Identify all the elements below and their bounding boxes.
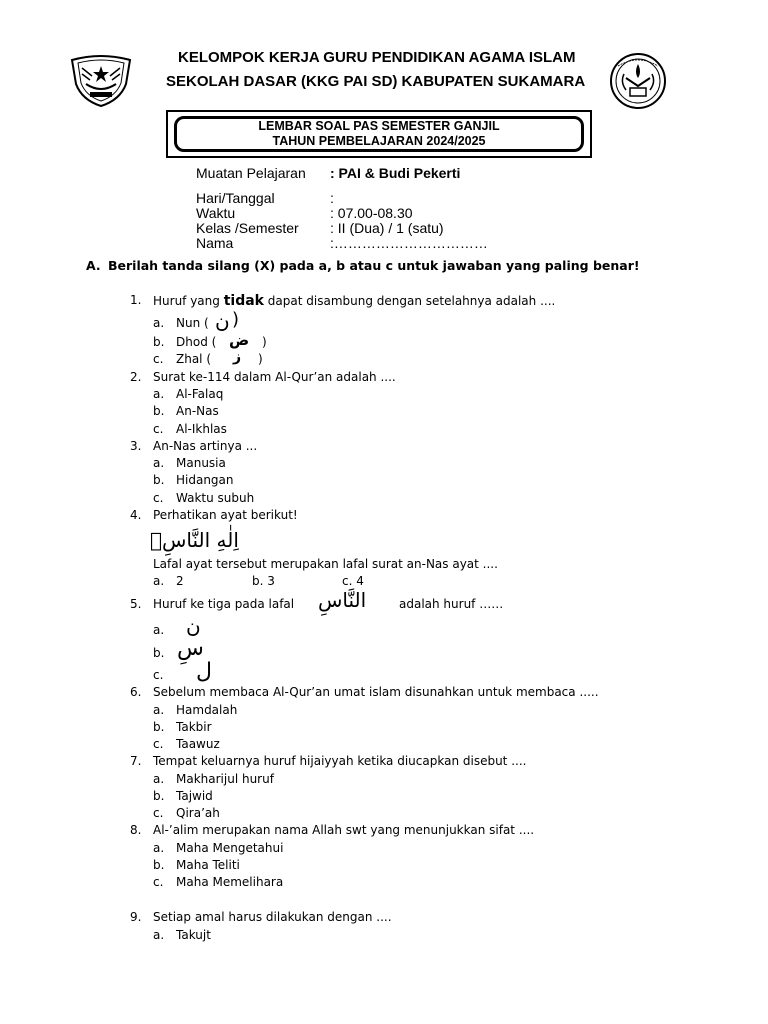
class-label: Kelas /Semester bbox=[196, 220, 299, 236]
question-5-text-post: adalah huruf …… bbox=[399, 597, 504, 611]
banner-line-1: LEMBAR SOAL PAS SEMESTER GANJIL bbox=[258, 119, 500, 133]
q1-letter-b: b. bbox=[153, 335, 165, 349]
q7-letter-c: c. bbox=[153, 806, 164, 820]
q5-option-c-arabic: ل bbox=[196, 659, 212, 684]
q6-letter-b: b. bbox=[153, 720, 165, 734]
question-5-lafal: النَّاسِ bbox=[318, 588, 367, 612]
time-label: Waktu bbox=[196, 205, 236, 221]
q9-letter-a: a. bbox=[153, 928, 165, 942]
pancasila-emblem-logo bbox=[68, 54, 134, 108]
q8-option-b: Maha Teliti bbox=[176, 858, 240, 872]
question-3-number: 3. bbox=[130, 439, 142, 453]
class-value: : II (Dua) / 1 (satu) bbox=[330, 220, 444, 236]
q3-option-a: Manusia bbox=[176, 456, 226, 470]
question-7-number: 7. bbox=[130, 754, 142, 768]
question-9-text: Setiap amal harus dilakukan dengan .... bbox=[153, 910, 392, 924]
question-1-emphasis: tidak bbox=[223, 293, 264, 309]
question-3-text: An-Nas artinya ... bbox=[153, 439, 258, 453]
question-1-text-post: dapat disambung dengan setelahnya adalah .... bbox=[263, 294, 556, 308]
q4-option-a: 2 bbox=[176, 574, 184, 588]
q1-option-b: Dhod ( bbox=[176, 335, 217, 349]
q3-letter-a: a. bbox=[153, 456, 165, 470]
q5-letter-c: c. bbox=[153, 668, 164, 682]
question-5-text-pre: Huruf ke tiga pada lafal bbox=[153, 597, 295, 611]
q7-option-b: Tajwid bbox=[176, 789, 213, 803]
tut-wuri-handayani-emblem-logo bbox=[606, 52, 670, 110]
q2-option-a: Al-Falaq bbox=[176, 387, 224, 401]
q1-letter-a: a. bbox=[153, 316, 165, 330]
q2-letter-b: b. bbox=[153, 404, 165, 418]
q1-option-c-close: ) bbox=[258, 352, 263, 366]
day-value: : bbox=[330, 190, 334, 206]
q5-letter-b: b. bbox=[153, 646, 165, 660]
q9-option-a: Takujt bbox=[176, 928, 211, 942]
q3-option-c: Waktu subuh bbox=[176, 491, 255, 505]
q6-option-a: Hamdalah bbox=[176, 703, 238, 717]
q1-option-c-arabic: ز bbox=[233, 349, 242, 365]
q1-option-a: Nun ( bbox=[176, 316, 209, 330]
q8-letter-a: a. bbox=[153, 841, 165, 855]
q4-letter-a: a. bbox=[153, 574, 165, 588]
q2-letter-c: c. bbox=[153, 422, 164, 436]
q6-letter-a: a. bbox=[153, 703, 165, 717]
q5-option-a-arabic: ن bbox=[186, 614, 201, 638]
question-6-text: Sebelum membaca Al-Qur’an umat islam disunahkan untuk membaca ..... bbox=[153, 685, 599, 699]
name-value: :…………………………… bbox=[330, 235, 488, 251]
name-label: Nama bbox=[196, 235, 234, 251]
question-7-text: Tempat keluarnya huruf hijaiyyah ketika diucapkan disebut .... bbox=[153, 754, 527, 768]
question-1-text-pre: Huruf yang bbox=[153, 294, 224, 308]
q1-option-c: Zhal ( bbox=[176, 352, 212, 366]
q4-option-c: c. 4 bbox=[342, 574, 364, 588]
question-4-ayat: اِلٰهِ النَّاسِۙ bbox=[150, 528, 239, 552]
header-line-2: SEKOLAH DASAR (KKG PAI SD) KABUPATEN SUKAMARA bbox=[166, 73, 586, 90]
q2-option-c: Al-Ikhlas bbox=[176, 422, 227, 436]
q7-letter-a: a. bbox=[153, 772, 165, 786]
q7-letter-b: b. bbox=[153, 789, 165, 803]
question-5-number: 5. bbox=[130, 597, 142, 611]
q2-letter-a: a. bbox=[153, 387, 165, 401]
question-4-text-2: Lafal ayat tersebut merupakan lafal surat an-Nas ayat .... bbox=[153, 557, 498, 571]
day-label: Hari/Tanggal bbox=[196, 190, 275, 206]
banner-line-2: TAHUN PEMBELAJARAN 2024/2025 bbox=[272, 134, 486, 148]
q3-letter-b: b. bbox=[153, 473, 165, 487]
q8-letter-c: c. bbox=[153, 875, 164, 889]
q3-letter-c: c. bbox=[153, 491, 164, 505]
q1-option-b-arabic: ض bbox=[229, 331, 250, 349]
section-letter: A. bbox=[86, 258, 101, 273]
q2-option-b: An-Nas bbox=[176, 404, 219, 418]
q3-option-b: Hidangan bbox=[176, 473, 234, 487]
q1-option-a-arabic: ن bbox=[215, 309, 230, 333]
question-1-text bbox=[153, 293, 555, 309]
subject-value: : PAI & Budi Pekerti bbox=[330, 165, 461, 181]
question-8-number: 8. bbox=[130, 823, 142, 837]
title-banner bbox=[166, 110, 592, 158]
q1-letter-c: c. bbox=[153, 352, 164, 366]
q6-option-b: Takbir bbox=[176, 720, 212, 734]
header-line-1: KELOMPOK KERJA GURU PENDIDIKAN AGAMA ISLAM bbox=[178, 49, 576, 66]
section-instruction: Berilah tanda silang (X) pada a, b atau c untuk jawaban yang paling benar! bbox=[108, 258, 640, 273]
q5-option-b-arabic: سِ bbox=[177, 636, 204, 661]
q8-letter-b: b. bbox=[153, 858, 165, 872]
q7-option-c: Qira’ah bbox=[176, 806, 220, 820]
q4-option-b: b. 3 bbox=[252, 574, 275, 588]
question-2-text: Surat ke-114 dalam Al-Qur’an adalah .... bbox=[153, 370, 396, 384]
question-6-number: 6. bbox=[130, 685, 142, 699]
question-4-number: 4. bbox=[130, 508, 142, 522]
question-9-number: 9. bbox=[130, 910, 142, 924]
subject-label: Muatan Pelajaran bbox=[196, 165, 306, 181]
question-8-text: Al-’alim merupakan nama Allah swt yang menunjukkan sifat .... bbox=[153, 823, 535, 837]
q1-option-a-close: ) bbox=[232, 309, 240, 330]
q6-letter-c: c. bbox=[153, 737, 164, 751]
time-value: : 07.00-08.30 bbox=[330, 205, 413, 221]
q8-option-a: Maha Mengetahui bbox=[176, 841, 284, 855]
q5-letter-a: a. bbox=[153, 623, 165, 637]
question-4-text: Perhatikan ayat berikut! bbox=[153, 508, 298, 522]
q8-option-c: Maha Memelihara bbox=[176, 875, 284, 889]
q7-option-a: Makharijul huruf bbox=[176, 772, 274, 786]
q1-option-b-close: ) bbox=[262, 335, 267, 349]
question-1-number: 1. bbox=[130, 293, 142, 307]
question-2-number: 2. bbox=[130, 370, 142, 384]
q6-option-c: Taawuz bbox=[176, 737, 220, 751]
